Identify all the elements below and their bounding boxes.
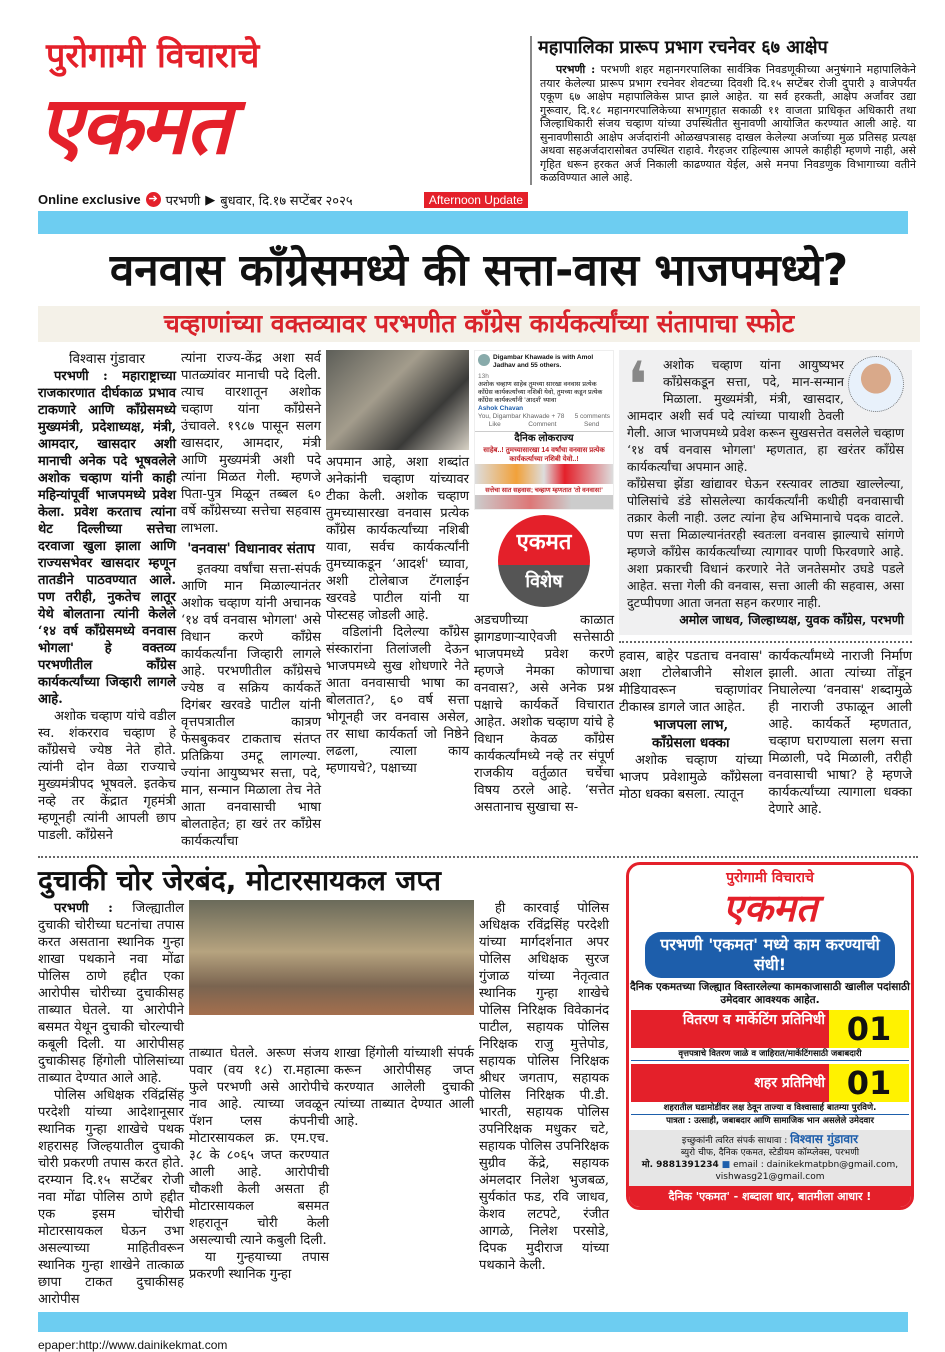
dateline: परभणी :	[556, 63, 596, 76]
lead-col-3	[326, 350, 469, 777]
ad-post	[631, 1064, 909, 1102]
recruitment-ad	[626, 862, 914, 1210]
story2	[38, 900, 618, 1308]
quote-box	[619, 350, 912, 635]
post-name: शहर प्रतिनिधी	[631, 1064, 829, 1102]
divider-band	[38, 211, 908, 234]
header	[38, 36, 920, 185]
facebook-post-screenshot	[474, 350, 614, 510]
edition-badge: Afternoon Update	[424, 192, 528, 208]
top-story	[530, 36, 920, 185]
ad-requirement: दैनिक एकमतच्या जिल्ह्यात विस्तारलेल्या कामकाजासाठी खालील पदांसाठी उमेदवार आवश्यक आहेत.	[630, 980, 910, 1006]
lead-col-4	[474, 350, 614, 816]
edition-bar	[38, 189, 528, 211]
fb-tag: Ashok Chavan	[478, 404, 524, 412]
story2-paragraph: ही कारवाई पोलिस अधिक्षक रविंद्रसिंह परदेशी यांच्या मार्गदर्शनात अपर पोलिस अधिक्षक सुरज गुंजाळ यांच्या नेतृत्वात स्थानिक गुन्हा शाखेचे पोलिस निरिक्षक विवेकानंद पाटील, सहायक पोलिस निरिक्षक राजु मुत्तेपोड, सहायक पोलिस निरिक्षक श्रीधर जगताप, सहायक पोलिस निरिक्षक पी.डी. भारती, सहायक पोलिस उपनिरिक्षक मधुकर चटे, सहायक पोलिस उपनिरिक्षक सुग्रीव केंद्रे, सहायक अंमलदार निलेश भुजबळ, सुर्यकांत फड, रवि जाधव, केशव लटपटे, रंजीत आगळे, निलेश परसोडे, दिपक मुदीराज यांच्या पथकाने केली.	[479, 900, 609, 1273]
clip-paper-name: दैनिक लोकराज्य	[514, 432, 574, 444]
lead-continuation	[619, 641, 912, 818]
lead-col-5b	[769, 648, 913, 818]
contact-name: विश्वास गुंडावार	[790, 1131, 859, 1146]
arrow-right-icon: ➔	[146, 192, 161, 207]
ad-tagline: पुरोगामी विचाराचे	[726, 869, 814, 886]
lead-paragraph: कार्यकर्त्यांमध्ये नाराजी निर्माण झाली. आता त्यांच्या तोंडून निघालेल्या ‘वनवास' शब्दामुळे ही नाराजी उफाळून आली आहे. कार्यकर्ते म्हणतात, चव्हाण घराण्याला सलग सत्ता मिळाली, पदे मिळाली, तरीही वनवासाची भाषा? हे म्हणजे कार्यकर्त्यांच्या त्यागाला धक्का देणारे आहे.	[768, 648, 912, 817]
post-desc: वृत्तपत्राचे वितरण जाळे व जाहिरात/मार्केटिंगसाठी जबाबदारी	[631, 1049, 909, 1061]
lead-intro: परभणी : महाराष्ट्राच्या राजकारणात दीर्घकाळ प्रभाव टाकणारे आणि काँग्रेसमध्ये मुख्यमंत्री, प्रदेशाध्यक्ष, मंत्री, आमदार, खासदार अशी मानाची अनेक पदे भूषवलेले अशोक चव्हाण यांनी काही महिन्यांपूर्वी भाजपमध्ये प्रवेश केला. प्रवेश करताच त्यांना थेट दिल्लीच्या सत्तेचा दरवाजा खुला झाला आणि राज्यसभेवर खासदार म्हणून तातडीने पाठवण्यात आले. पण तरीही, नुकतेच लातूर येथे बोलताना त्यांनी केलेले ‘१४ वर्ष काँग्रेसमध्ये वनवास भोगला' हे वक्तव्य परभणीतील काँग्रेस कार्यकर्त्यांच्या जिव्हारी लागले आहे.	[38, 368, 176, 707]
fb-like: Like	[488, 420, 501, 428]
story2-paragraph: पोलिस अधिक्षक रविंद्रसिंह परदेशी यांच्या आदेशानूसार स्थानिक गुन्हा शाखेचे पथक शहरासह जिल्हयातील दुचाकी चोरी प्रकरणी तपास करत होते. दरम्यान दि.१५ सप्टेंबर रोजी नवा मोंढा पोलिस ठाणे हद्दीत एक इसम चोरीची मोटारसायकल घेऊन उभा असल्याच्या माहितीवरून स्थानिक गुन्हा शाखेने तात्काळ छापा टाकत दुचाकीसह आरोपीस	[38, 1087, 184, 1307]
ad-footer: दैनिक 'एकमत' - शब्दाला धार, बातमीला आधार !	[629, 1186, 911, 1207]
contact-email[interactable]: email : dainikekmatpbn@gmail.com, vishwasg21@gmail.com	[715, 1159, 899, 1182]
clip-headline-2: सत्तेचा सात सहवास; चव्हाण म्हणतात 'तो वनवास!'	[485, 486, 603, 494]
story2-paragraph: शाखा हिंगोली यांच्याशी संपर्क करून आरोपीसह जप्त करण्यात आलेली दुचाकी त्यांच्या ताब्यात देण्यात आली आहे.	[334, 1045, 474, 1129]
fb-time: 13h	[478, 372, 489, 380]
play-icon: ▶	[205, 191, 216, 207]
city: परभणी	[165, 192, 201, 208]
top-story-body: परभणी शहर महानगरपालिका सार्वत्रिक निवडणूकीच्या अनुषंगाने महापालिकेने तयार केलेल्या प्रारूप प्रभाग रचनेवर शेवटच्या दिवशी दि.१५ सप्टेंबर रोजी दुपारी ३ वाजेपर्यंत एकूण ६७ आक्षेप महापालिकेस प्राप्त झाले आहेत. या सर्व हरकती, आक्षेप अर्जांवर उद्या गुरूवार, दि.१८ महानगरपालिकेच्या सभागृहात सकाळी ११ वाजता प्राधिकृत अधिकारी तथा जिल्हाधिकारी संजय चव्हाण यांच्या उपस्थितीत सुनावणी आयोजित करण्यात आली आहे. या सुनावणीसाठी आक्षेप अर्जदारांनी ओळखपत्रासह दाखल केलेल्या अर्जाच्या मुळ प्रतिसह प्रत्यक्ष अथवा सहअर्जदारासोबत उपस्थित राहावे. गैरहजर राहिल्यास आपले काहीही म्हणणे नाही, असे गृहित धरून हरकत अर्ज निकाली काढण्यात येईल, असे मनपा निवडणुक विभागाच्या वतीने कळविण्यात आले आहे.	[540, 63, 916, 184]
lead-paragraph: वडिलांनी दिलेल्या काँग्रेस संस्कारांना तिलांजली देऊन भाजपमध्ये सुख शोधणारे नेते आता वनवासाची भाषा का बोलतात?, ६० वर्ष सत्ता भोगूनही जर वनवास असेल, तर साधा कार्यकर्ता जो निष्ठेने लढला, त्याला काय म्हणायचे?, पक्षाच्या	[326, 624, 469, 776]
avatar	[478, 354, 490, 366]
story2-paragraph: या गुन्हयाच्या तपास प्रकरणी स्थानिक गुन्हा	[189, 1249, 329, 1282]
fb-text: अशोक चव्हाण साहेब तुमच्या सारखा वनवास प्रत्येक काँग्रेस कार्यकर्त्यांच्या नशिबी येवो, तुमच्या कडून प्रत्येक काँग्रेस कार्यकर्त्यांनी 'आदर्श' घ्यावा	[478, 380, 603, 404]
lead-subheadline: चव्हाणांच्या वक्तव्यावर परभणीत काँग्रेस कार्यकर्त्यांच्या संतापाचा स्फोट	[38, 306, 920, 342]
online-exclusive-label: Online exclusive	[38, 192, 141, 207]
post-count: 01	[829, 1010, 909, 1048]
badge-top: एकमत	[498, 515, 590, 565]
ashok-chavan-photo	[326, 350, 469, 450]
ad-pill: परभणी 'एकमत' मध्ये काम करण्याची संधी!	[645, 932, 895, 978]
clip-image	[475, 464, 613, 484]
post-count: 01	[829, 1064, 909, 1102]
badge-bottom: विशेष	[498, 565, 590, 607]
story2-paragraph: ताब्यात घेतले. अरूण संजय पवार (वय १८) रा.महात्मा फुले परभणी असे आरोपीचे नाव आहे. त्याच्या जवळून पॅशन प्लस कंपनीची मोटारसायकल क्र. एम.एच. ३८ के ८०६५ जप्त करण्यात आली आहे. आरोपीची चौकशी केली असता ही मोटारसायकल बसमत शहरातून चोरी केली असल्याची त्याने कबुली दिली.	[189, 1045, 329, 1248]
story2-col-3	[334, 1045, 474, 1130]
lead-subheading: 'वनवास' विधानावर संताप	[187, 540, 315, 557]
byline: विश्वास गुंडावार	[68, 350, 145, 367]
story2-paragraph: जिल्ह्यातील दुचाकी चोरीच्या घटनांचा तपास करत असताना स्थानिक गुन्हा शाखा पथकाने नवा मोंढा पोलिस ठाणे हद्दीत एका आरोपीस चोरीच्या दुचाकीसह ताब्यात घेतले. या आरोपीने बसमत येथून दुचाकी चोरल्याची कबूली दिली. या आरोपीसह दुचाकीसह हिंगोली पोलिसांच्या ताब्यात देण्यात आले आहे.	[38, 900, 184, 1086]
post-desc: शहरातील घडामोडींवर लक्ष ठेवून ताज्या व विश्वासार्ह बातम्या पुरविणे.	[631, 1103, 909, 1115]
date: बुधवार, दि.१७ सप्टेंबर २०२५	[220, 192, 353, 208]
lead-paragraph: अडचणीच्या काळात झागडणाऱ्याऐवजी सत्तेसाठी भाजपमध्ये प्रवेश करणे म्हणजे नेमका कोणाचा वनवास?, असे अनेक प्रश्न पक्षाचे कार्यकर्ते विचारात आहेत. अशोक चव्हाण यांचे हे विधान केवळ काँग्रेस कार्यकर्त्यांमध्ये नव्हे तर संपूर्ण राजकीय वर्तुळात चर्चेचा विषय ठरले आहे. ‘सत्तेत असतानाच सुखाचा स-	[474, 612, 614, 815]
masthead	[38, 36, 518, 176]
lead-col-5a	[619, 648, 763, 818]
quote-mark-icon: ❛	[627, 348, 648, 423]
contact-role: ब्युरो चीफ, दैनिक एकमत, स्टेडीयम कॉम्प्लेक्स, परभणी	[680, 1147, 860, 1158]
story2-headline: दुचाकी चोर जेरबंद, मोटारसायकल जप्त	[38, 863, 441, 897]
epaper-link[interactable]: epaper:http://www.dainikekmat.com	[38, 1337, 228, 1352]
clip-image	[475, 495, 613, 509]
lead-paragraph: अशोक चव्हाण यांचे वडील स्व. शंकरराव चव्हाण हे काँग्रेसचे ज्येष्ठ नेते होते. त्यांनी दोन वेळा राज्याचे मुख्यमंत्रीपद भूषवले. इतकेच नव्हे तर केंद्रात गृहमंत्री म्हणूनही त्यांनी आपली छाप पाडली. काँग्रेसने	[38, 708, 176, 843]
lead-paragraph: अशोक चव्हाण यांच्या भाजप प्रवेशामुळे काँग्रेसला मोठा धक्का बसला. त्यातून	[619, 752, 763, 802]
police-team-photo	[189, 900, 474, 1015]
ad-eligibility: पात्रता : उत्साही, जबाबदार आणि सामाजिक भान असलेले उमेदवार	[666, 1115, 874, 1126]
lead-paragraph: इतक्या वर्षांचा सत्ता-संपर्क आणि मान मिळाल्यानंतर अशोक चव्हाण यांनी अचानक ‘१४ वर्ष वनवास भोगला' असे विधान करणे काँग्रेस कार्यकर्त्यांना जिव्हारी लागले आहे. परभणीतील काँग्रेसचे ज्येष्ठ व सक्रिय कार्यकर्ते दिगंबर खरवडे पाटील यांनी वृत्तपत्रातील कात्रण फेसबुकवर टाकताच संतप्त प्रतिक्रिया उमटू लागल्या. ज्यांना आयुष्यभर सत्ता, पदे, मान, सन्मान मिळाला तेच नेते आता वनवासाची भाषा बोलताहेत; हा खरं तर काँग्रेस कार्यकर्त्यांचा	[181, 561, 321, 849]
dateline: परभणी :	[54, 900, 113, 916]
lead-subheading: भाजपला लाभ,	[653, 716, 729, 733]
lead-col-2	[181, 350, 321, 850]
lead-subheading: काँग्रेसला धक्का	[652, 734, 730, 751]
lead-paragraph: त्यांना राज्य-केंद्र अशा सर्व पातळ्यांवर मानाची पदे दिली. त्याच वारशातून अशोक चव्हाण यांना काँग्रेसने उंचावले. १९८७ पासून सलग खासदार, आमदार, मंत्री आणि मुख्यमंत्री अशी पदे त्यांना मिळत गेली. म्हणजे पिता-पुत्र मिळून तब्बल ६० वर्षे काँग्रेसच्या सत्तेचा सहवास लाभला.	[181, 350, 321, 536]
contact-label: इच्छुकांनी त्वरित संपर्क साधावा :	[681, 1135, 788, 1146]
lead-paragraph: अपमान आहे, अशा शब्दांत अनेकांनी चव्हाण यांच्यावर टीका केली. अशोक चव्हाण तुमच्यासारखा वनवास प्रत्येक काँग्रेस कार्यकर्त्यांच्या नशिबी यावा, सर्वच कार्यकर्त्यांनी तुमच्याकडून ‘आदर्श' घ्यावा, अशी टोलेबाज टॅगलाईन खरवडे पाटील यांनी या पोस्टसह जोडली आहे.	[326, 454, 469, 623]
lead-paragraph: हवास, बाहेर पडताच वनवास' अशा टोलेबाजीने सोशल मीडियावरून चव्हाणांवर टीकास्त्र डागले जात आहेत.	[619, 648, 763, 715]
top-story-headline: महापालिका प्रारूप प्रभाग रचनेवर ६७ आक्षेप	[538, 37, 828, 58]
lead-col-5	[619, 350, 912, 818]
divider-band	[38, 1312, 908, 1332]
ad-post	[631, 1010, 909, 1048]
fb-comment: Comment	[528, 420, 557, 428]
bottom-section	[38, 862, 920, 1308]
lead-article	[38, 350, 920, 850]
lead-col-1	[38, 350, 176, 844]
fb-send: Send	[584, 420, 600, 428]
dotted-divider	[38, 856, 918, 858]
clip-headline: साहेब..! तुमच्यासारखा 14 वर्षांचा वनवास प्रत्येक कार्यकर्त्याच्या नशिबी येवो..!	[483, 446, 605, 463]
post-name: वितरण व मार्केटिंग प्रतिनिधी	[631, 1010, 829, 1048]
fb-author: Digambar Khawade is with Amol Jadhav and 55 others.	[493, 353, 594, 369]
lead-headline: वनवास काँग्रेसमध्ये की सत्ता-वास भाजपमध्ये?	[109, 244, 849, 296]
story2-col-1	[38, 900, 184, 1308]
masthead-logo: एकमत	[38, 79, 230, 172]
quote-text-1: अशोक चव्हाण यांना आयुष्यभर काँग्रेसकडून सत्ता, पदे, मान-सन्मान मिळाला. मुख्यमंत्री, मंत्री, खासदार, आमदार अशी सर्व पदे त्यांच्या पायाशी ठेवली गेली. आज भाजपमध्ये प्रवेश करून सुखसत्तेत वसलेले चव्हाण ‘१४ वर्ष वनवास भोगला' म्हणतात, हा खरंतर काँग्रेस कार्यकर्त्यांचा अपमान आहे.	[627, 356, 904, 474]
fb-reactions: You, Digambar Khawade + 78	[478, 412, 565, 420]
ad-contact: इच्छुकांनी त्वरित संपर्क साधावा : विश्वास गुंडावार ब्युरो चीफ, दैनिक एकमत, स्टेडीयम कॉम्प्लेक्स, परभणी मो. 9881391234 ■ email : dainikekmatpbn@gmail.com, vishwasg21@gmail.com	[629, 1130, 911, 1186]
masthead-tagline: पुरोगामी विचाराचे	[46, 36, 260, 76]
quote-signature: अमोल जाधव, जिल्हाध्यक्ष, युवक काँग्रेस, परभणी	[679, 611, 904, 627]
amol-jadhav-avatar	[848, 356, 904, 412]
story2-col-2	[189, 1045, 329, 1283]
ad-logo: एकमत	[722, 885, 818, 930]
ekmat-vishesh-badge	[498, 515, 590, 607]
contact-phone[interactable]: मो. 9881391234	[641, 1159, 719, 1170]
story2-col-4	[479, 900, 609, 1274]
fb-comments: 5 comments	[574, 412, 610, 420]
quote-text-2: काँग्रेसचा झेंडा खांद्यावर घेऊन रस्त्यावर लाठ्या खाल्लेल्या, पोलिसांचे डंडे सोसलेल्या कार्यकर्त्यांनी कधीही वनवासाची तक्रार केली नाही. उलट त्यांना हेच अभिमानाचे पदक वाटले. पण सत्ता मिळाल्यानंतरही स्वतःला वनवास झाल्याचे सांगणे म्हणजे काँग्रेस कार्यकर्त्यांच्या त्यागावर पाणी फिरवणारे आहे. अशा प्रकारची विधानं करणारे नेते जनतेसमोर उघडे पडले आहेत. सत्ता गेली की वनवास, सत्ता आली की सहवास, असा दुटप्पीपणा आता जनता सहन करणार नाही.	[627, 475, 904, 610]
